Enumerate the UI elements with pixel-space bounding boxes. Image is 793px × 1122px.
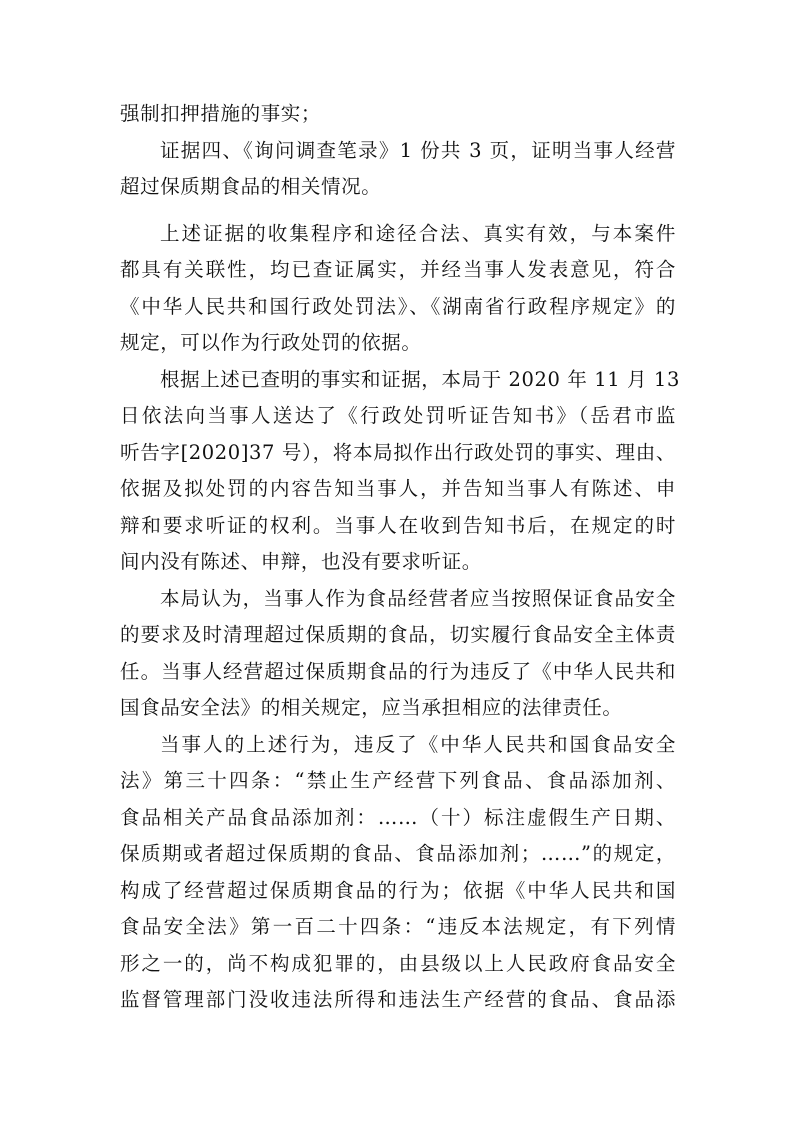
paragraph-seizure-fact bbox=[120, 96, 676, 133]
paragraph-bureau-opinion bbox=[120, 581, 676, 727]
text-line: 食品相关产品食品添加剂：……（十）标注虚假生产日期、 bbox=[120, 805, 676, 829]
text-line: 形之一的，尚不构成犯罪的，由县级以上人民政府食品安全 bbox=[120, 951, 676, 975]
text-line: 《中华人民共和国行政处罚法》、《湖南省行政程序规定》的 bbox=[120, 294, 676, 318]
text-line: 法》第三十四条：“禁止生产经营下列食品、食品添加剂、 bbox=[120, 769, 676, 792]
text-line: 间内没有陈述、申辩，也没有要求听证。 bbox=[120, 550, 482, 573]
paragraph-hearing-notice bbox=[120, 362, 680, 581]
text-line: 监督管理部门没收违法所得和违法生产经营的食品、食品添 bbox=[120, 988, 676, 1011]
text-line: 辩和要求听证的权利。当事人在收到告知书后，在规定的时 bbox=[120, 513, 676, 537]
text-line: 根据上述已查明的事实和证据，本局于 2020 年 11 月 13 bbox=[160, 367, 680, 391]
document-body bbox=[120, 96, 680, 1019]
paragraph-evidence-validity bbox=[120, 216, 676, 362]
text-line: 日依法向当事人送达了《行政处罚听证告知书》（岳君市监 bbox=[120, 404, 676, 427]
text-line: 规定，可以作为行政处罚的依据。 bbox=[120, 331, 422, 354]
text-line: 构成了经营超过保质期食品的行为；依据《中华人民共和国 bbox=[120, 878, 676, 902]
text-line: 依据及拟处罚的内容告知当事人，并告知当事人有陈述、申 bbox=[120, 477, 676, 500]
text-line: 任。当事人经营超过保质期食品的行为违反了《中华人民共和 bbox=[120, 659, 676, 683]
paragraph-evidence-four bbox=[120, 133, 676, 206]
text-line: 食品安全法》第一百二十四条：“违反本法规定，有下列情 bbox=[120, 915, 676, 938]
text-line: 听告字[2020]37 号），将本局拟作出行政处罚的事实、理由、 bbox=[120, 440, 676, 464]
text-line: 都具有关联性，均已查证属实，并经当事人发表意见，符合 bbox=[120, 258, 676, 281]
text-line: 证据四、《询问调查笔录》1 份共 3 页，证明当事人经营 bbox=[160, 138, 676, 162]
text-line: 当事人的上述行为，违反了《中华人民共和国食品安全 bbox=[160, 732, 676, 756]
text-line: 保质期或者超过保质期的食品、食品添加剂；……”的规定， bbox=[120, 842, 676, 865]
text-line: 的要求及时清理超过保质期的食品，切实履行食品安全主体责 bbox=[120, 623, 676, 646]
text-line: 超过保质期食品的相关情况。 bbox=[120, 175, 382, 198]
text-line: 本局认为，当事人作为食品经营者应当按照保证食品安全 bbox=[160, 586, 676, 610]
text-line: 强制扣押措施的事实； bbox=[120, 102, 322, 125]
text-line: 上述证据的收集程序和途径合法、真实有效，与本案件 bbox=[160, 221, 676, 245]
paragraph-legal-basis bbox=[120, 727, 676, 1019]
text-line: 国食品安全法》的相关规定，应当承担相应的法律责任。 bbox=[120, 696, 623, 719]
